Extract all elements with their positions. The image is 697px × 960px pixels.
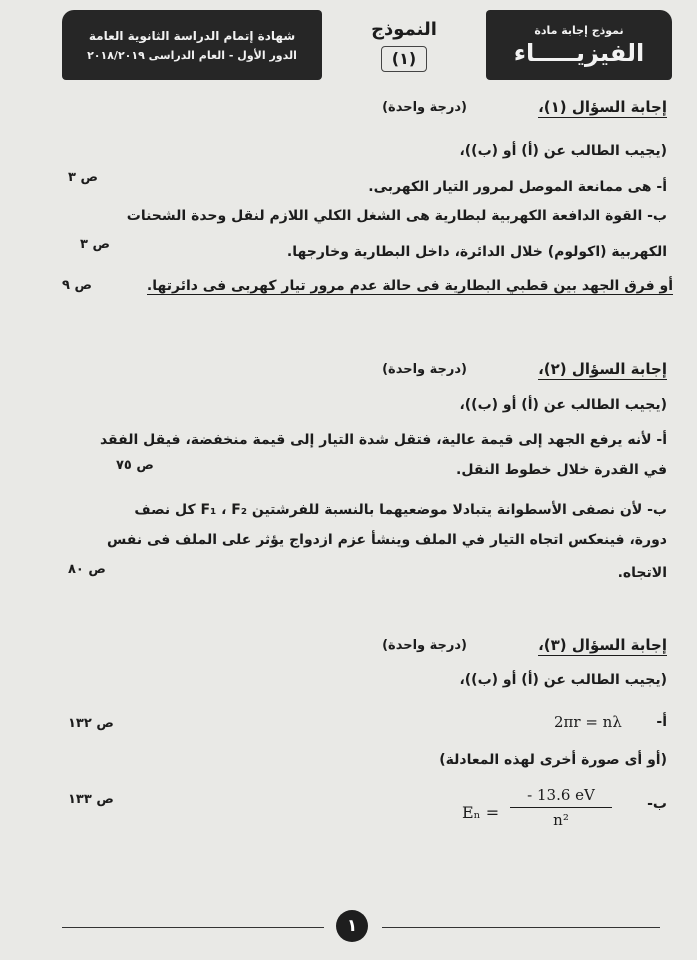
q2-title: إجابة السؤال (٢)، [538, 360, 667, 378]
q2-answer-a-line2: في القدرة خلال خطوط النقل. [456, 462, 667, 478]
q2-answer-a-line1: أ- لأنه يرفع الجهد إلى قيمة عالية، فتقل شدة التيار إلى قيمة منخفضة، فيقل الفقد [99, 432, 667, 448]
q1-title: إجابة السؤال (١)، [538, 98, 667, 116]
q1-grade: (درجة واحدة) [382, 100, 467, 115]
model-block [334, 10, 474, 80]
q1-instruction: (يجيب الطالب عن (أ) أو (ب))، [459, 143, 667, 159]
q3-a-page-ref: ص ١٣٢ [68, 716, 114, 731]
q2-instruction: (يجيب الطالب عن (أ) أو (ب))، [459, 397, 667, 413]
q3-title: إجابة السؤال (٣)، [538, 636, 667, 654]
q1-or-page-ref: ص ٩ [62, 278, 92, 293]
footer-rule-right [382, 927, 660, 928]
footer-rule-left [62, 927, 324, 928]
q3-a-label: أ- [656, 714, 667, 730]
exam-title: شهادة إتمام الدراسة الثانوية العامة [88, 28, 296, 43]
q2-answer-b-line3: الاتجاه. [617, 565, 667, 581]
model-number: (١) [381, 46, 427, 72]
q1-answer-b-line1: ب- القوة الدافعة الكهربية لبطارية هى الشغل الكلي اللازم لنقل وحدة الشحنات [126, 208, 667, 224]
q3-b-fraction [510, 786, 612, 829]
q1-answer-b-line2: الكهربية (اكولوم) خلال الدائرة، داخل البطارية وخارجها. [286, 244, 667, 260]
q2-answer-b-line1: ب- لأن نصفى الأسطوانة يتبادلا موضعيهما بالنسبة للفرشتين F₁ ، F₂ كل نصف [134, 502, 667, 518]
q3-b-numerator: - 13.6 eV [527, 786, 595, 804]
exam-banner [62, 10, 322, 80]
q2-answer-b-line2: دورة، فينعكس اتجاه التيار في الملف وينشأ عزم ازدواج يؤثر على الملف فى نفس [106, 532, 667, 548]
subject-caption: نموذج إجابة مادة [534, 23, 624, 37]
q3-b-lhs: Eₙ = [462, 803, 500, 822]
header [62, 10, 672, 80]
q3-b-label: ب- [647, 796, 667, 812]
q3-a-equation: 2πr = nλ [554, 713, 622, 731]
subject-name: الفيزيـــــاء [513, 38, 645, 67]
q3-b-denominator: n² [553, 811, 569, 829]
q3-alternative-note: (أو أى صورة أخرى لهذه المعادلة) [439, 752, 667, 768]
page-number-badge: ١ [336, 910, 368, 942]
exam-session: الدور الأول - العام الدراسى ٢٠١٨/٢٠١٩ [87, 48, 297, 62]
q2-b-page-ref: ص ٨٠ [68, 562, 106, 577]
q3-b-page-ref: ص ١٣٣ [68, 792, 114, 807]
subject-banner [486, 10, 672, 80]
fraction-bar [510, 807, 612, 808]
model-label: النموذج [371, 18, 437, 40]
q1-b-page-ref: ص ٣ [80, 237, 110, 252]
q1-a-page-ref: ص ٣ [68, 170, 98, 185]
q3-instruction: (يجيب الطالب عن (أ) أو (ب))، [459, 672, 667, 688]
q2-grade: (درجة واحدة) [382, 362, 467, 377]
q2-a-page-ref: ص ٧٥ [116, 458, 154, 473]
q1-answer-b-alternative: أو فرق الجهد بين قطبي البطارية فى حالة عدم مرور تيار كهربى فى دائرتها. [146, 278, 673, 294]
q3-grade: (درجة واحدة) [382, 638, 467, 653]
q1-answer-a: أ- هى ممانعة الموصل لمرور التيار الكهربى. [368, 179, 667, 195]
